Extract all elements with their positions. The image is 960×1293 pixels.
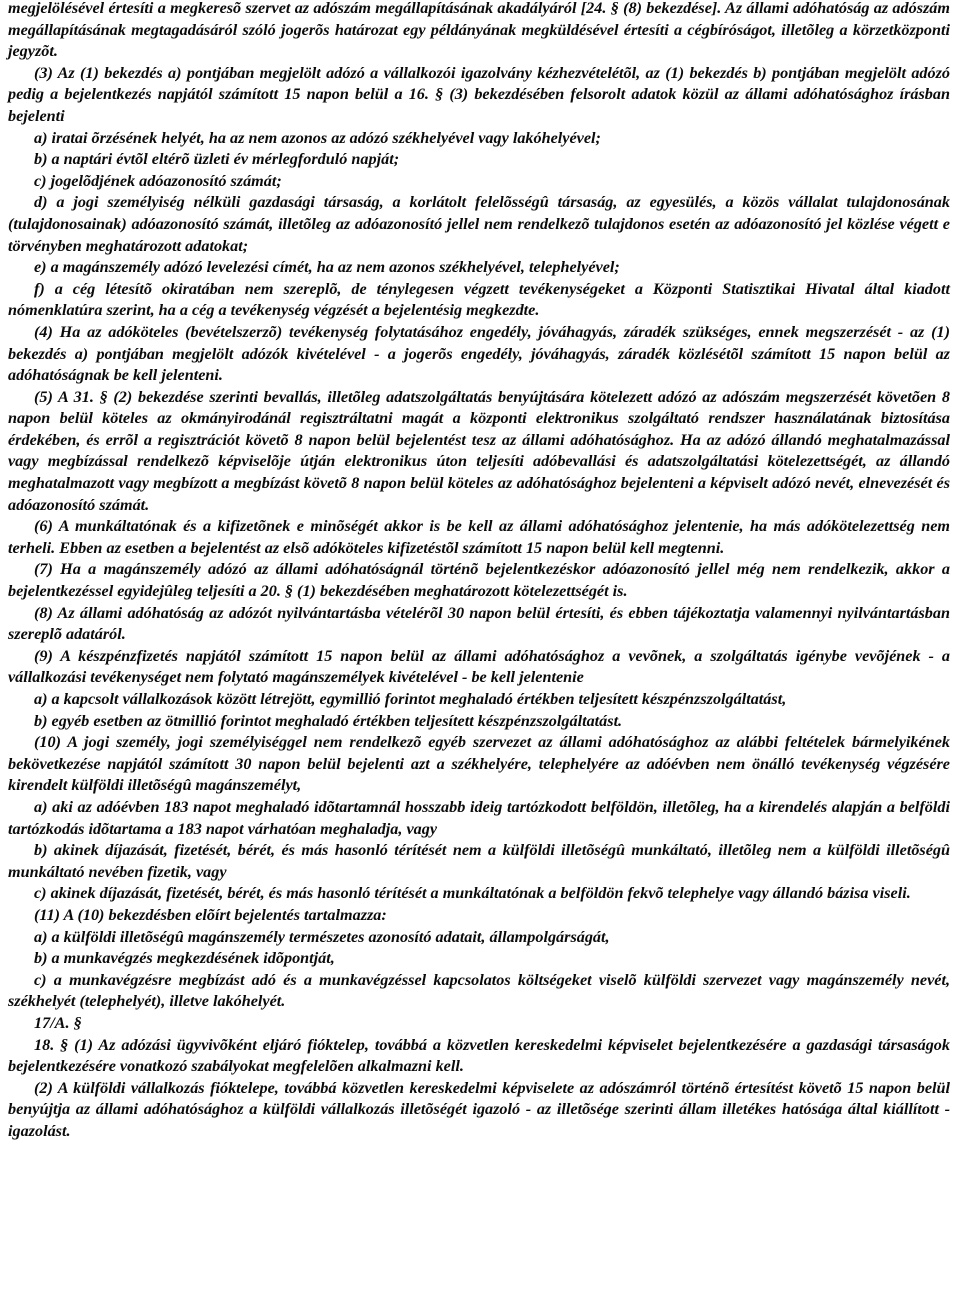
- paragraph-3-b: b) a naptári évtõl eltérõ üzleti év mérlegforduló napját;: [34, 150, 400, 169]
- paragraph-10-b: b) akinek díjazását, fizetését, bérét, és más hasonló térítését nem a külföldi illetõségû munkáltató, illetõleg nem a külföldi illetõségû munkáltató nevében fizetik, vagy: [8, 841, 950, 881]
- paragraph-9: (9) A készpénzfizetés napjától számított 15 napon belül az állami adóhatósághoz a vevõnek, a szolgáltatás igénybe vevõjének - a vállalkozási tevékenységet nem folytató magánszemélyek kivételével - be kell jelentenie: [8, 646, 950, 687]
- paragraph-intro-continuation: megjelölésével értesíti a megkeresõ szervet az adószám megállapításának akadályáról [24. § (8) bekezdése]. Az állami adóhatóság az adószám megállapításának megtagadásáról szóló jogerõs határozat egy példányának megküldésével értesíti a cégbíróságot, illetõleg a körzetközponti jegyzõt.: [8, 0, 950, 61]
- paragraph-3-e: e) a magánszemély adózó levelezési címét, ha az nem azonos székhelyével, telephelyével;: [34, 258, 620, 277]
- paragraph-4: (4) Ha az adóköteles (bevételszerzõ) tevékenység folytatásához engedély, jóváhagyás, záradék szükséges, ennek megszerzését - az (1) bekezdés a) pontjában megjelölt adózók kivételével - a jogerõs engedély, jóváhagyás, záradék közlésétõl számított 15 napon belül az adóhatóságnak be kell jelenteni.: [8, 322, 950, 385]
- document-body: [8, 0, 950, 1142]
- paragraph-9-b: b) egyéb esetben az ötmillió forintot meghaladó értékben teljesített készpénzszolgáltatást.: [34, 711, 623, 730]
- paragraph-3-a: a) iratai õrzésének helyét, ha az nem azonos az adózó székhelyével vagy lakóhelyével;: [34, 128, 601, 147]
- paragraph-5: (5) A 31. § (2) bekezdése szerinti bevallás, illetõleg adatszolgáltatás benyújtására kötelezett adózó az adószám megszerzését követõen 8 napon belül köteles az okmányirodánál regisztráltatni magát a központi elektronikus szolgáltató rendszer használatának biztosítása érdekében, és errõl a regisztrációt követõ 8 napon belül bejelentést tesz az állami adóhatósághoz. Ha az adózó állandó meghatalmazással vagy megbízással rendelkezõ képviselõje útján elektronikus úton teljesíti adóbevallási és adatszolgáltatási kötelezettségét, az állandó meghatalmazott vagy megbízott a megbízást követõ 8 napon belül köteles az adóhatósághoz bejelenteni a képviselt adózó nevét, elnevezését és adóazonosító számát.: [8, 387, 950, 514]
- section-18-paragraph-2: (2) A külföldi vállalkozás fióktelepe, továbbá közvetlen kereskedelmi képviselete az adószámról történõ értesítést követõ 15 napon belül benyújtja az állami adóhatósághoz a külföldi vállalkozás illetõségét igazoló - az illetõsége szerinti állam illetékes hatósága által kiállított - igazolást.: [8, 1078, 950, 1140]
- paragraph-11-a: a) a külföldi illetõségû magánszemély természetes azonosító adatait, állampolgárságát,: [34, 927, 610, 946]
- paragraph-10-a: a) aki az adóévben 183 napot meghaladó idõtartamnál hosszabb ideig tartózkodott belföldön, illetõleg, ha a kirendelés alapján a belföldi tartózkodás idõtartama a 183 napot várhatóan meghaladja, vagy: [8, 797, 950, 838]
- paragraph-8: (8) Az állami adóhatóság az adózót nyilvántartásba vételérõl 30 napon belül értesíti, és ebben tájékoztatja valamennyi nyilvántartásban szereplõ adatáról.: [8, 603, 950, 644]
- paragraph-11-c: c) a munkavégzésre megbízást adó és a munkavégzéssel kapcsolatos költségeket viselõ külföldi szervezet vagy magánszemély nevét, székhelyét (telephelyét), illetve lakóhelyét.: [8, 970, 950, 1011]
- paragraph-3-c: c) jogelõdjének adóazonosító számát;: [34, 171, 282, 190]
- paragraph-10-c: c) akinek díjazását, fizetését, bérét, és más hasonló térítését a munkáltatónak a belföldön fekvõ telephelye vagy állandó bázisa viseli.: [34, 884, 911, 903]
- paragraph-3: (3) Az (1) bekezdés a) pontjában megjelölt adózó a vállalkozói igazolvány kézhezvételétõl, az (1) bekezdés b) pontjában megjelölt adózó pedig a bejelentkezés napjától számított 15 napon belül a 16. § (3) bekezdésében felsorolt adatok közül az állami adóhatósághoz írásban bejelenti: [8, 63, 950, 125]
- paragraph-7: (7) Ha a magánszemély adózó az állami adóhatóságnál történõ bejelentkezéskor adóazonosító jellel még nem rendelkezik, akkor a bejelentkezéssel egyidejûleg teljesíti a 20. § (1) bekezdésében meghatározott kötelezettségét is.: [8, 560, 950, 601]
- paragraph-3-f: f) a cég létesítõ okiratában nem szereplõ, de ténylegesen végzett tevékenységeket a Központi Statisztikai Hivatal által kiadott nómenklatúra szerint, ha a cég a tevékenység végzését a bejelentésig megkezdte.: [8, 279, 950, 320]
- paragraph-11-b: b) a munkavégzés megkezdésének idõpontját,: [34, 949, 335, 968]
- section-18-paragraph-1: 18. § (1) Az adózási ügyvivõként eljáró fióktelep, továbbá a közvetlen kereskedelmi képviselet bejelentkezésére a gazdasági társaságok bejelentkezésére vonatkozó szabályokat megfelelõen alkalmazni kell.: [8, 1035, 950, 1076]
- paragraph-11: (11) A (10) bekezdésben elõírt bejelentés tartalmazza:: [34, 905, 387, 924]
- paragraph-10: (10) A jogi személy, jogi személyiséggel nem rendelkezõ egyéb szervezet az állami adóhatósághoz az alábbi feltételek bármelyikének bekövetkezése napjától számított 30 napon belül bejelenti azt a székhelyére, telephelyére az adóévben nem önálló tevékenység végzésére kirendelt külföldi illetõségû magánszemélyt,: [8, 733, 950, 795]
- paragraph-9-a: a) a kapcsolt vállalkozások között létrejött, egymillió forintot meghaladó értékben teljesített készpénzszolgáltatást,: [34, 690, 787, 708]
- paragraph-3-d: d) a jogi személyiség nélküli gazdasági társaság, a korlátolt felelõsségû társaság, az egyesülés, a közös vállalat tulajdonosának (tulajdonosainak) adóazonosító számát, illetõleg az adóazonosító jellel nem rendelkezõ tulajdonos esetén az adóazonosító jel közlése végett e törvényben meghatározott adatokat;: [8, 193, 950, 255]
- section-17a-heading: 17/A. §: [34, 1013, 82, 1032]
- paragraph-6: (6) A munkáltatónak és a kifizetõnek e minõségét akkor is be kell az állami adóhatósághoz jelentenie, ha más adókötelezettség nem terheli. Ebben az esetben a bejelentést az elsõ adóköteles kifizetéstõl számított 15 napon belül kell megtenni.: [8, 517, 950, 557]
